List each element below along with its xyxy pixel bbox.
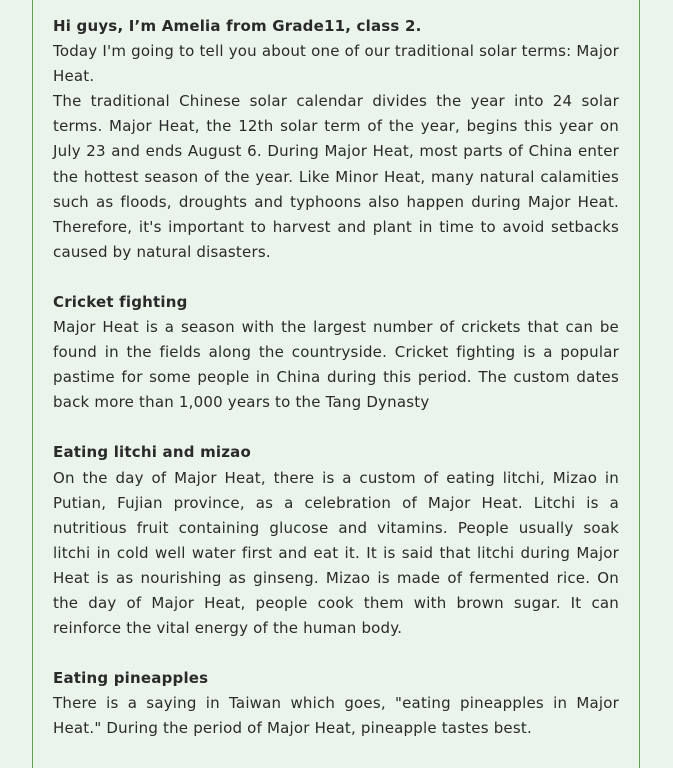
greeting: Hi guys, I’m Amelia from Grade11, class 2.	[53, 17, 422, 35]
section-eating-litchi	[53, 440, 619, 641]
section-body: On the day of Major Heat, there is a custom of eating litchi, Mizao in Putian, Fujian province, as a celebration of Major Heat. Litchi is a nutritious fruit containing glucose and vitamins. People usually soak litchi in cold well water first and eat it. It is said that litchi during Major Heat is as nourishing as ginseng. Mizao is made of fermented rice. On the day of Major Heat, people cook them with brown sugar. It can reinforce the vital energy of the human body.	[53, 468, 619, 638]
section-eating-pineapples	[53, 666, 619, 741]
section-heading: Eating litchi and mizao	[53, 443, 251, 462]
section-body: Major Heat is a season with the largest number of crickets that can be found in the fields along the countryside. Cricket fighting is a popular pastime for some people in China during this period. The custom dates back more than 1,000 years to the Tang Dynasty	[53, 318, 619, 412]
article-body	[53, 14, 619, 741]
section-heading: Cricket fighting	[53, 292, 188, 311]
intro-paragraph: Today I'm going to tell you about one of our traditional solar terms: Major Heat.	[53, 42, 619, 86]
intro-paragraph: The traditional Chinese solar calendar divides the year into 24 solar terms. Major Heat, the 12th solar term of the year, begins this year on July 23 and ends August 6. During Major Heat, most parts of China enter the hottest season of the year. Like Minor Heat, many natural calamities such as floods, droughts and typhoons also happen during Major Heat. Therefore, it's important to harvest and plant in time to avoid setbacks caused by natural disasters.	[53, 92, 619, 261]
section-body: There is a saying in Taiwan which goes, "eating pineapples in Major Heat." During the period of Major Heat, pineapple tastes best.	[53, 694, 619, 738]
section-heading: Eating pineapples	[53, 669, 209, 688]
section-cricket-fighting	[53, 290, 619, 415]
